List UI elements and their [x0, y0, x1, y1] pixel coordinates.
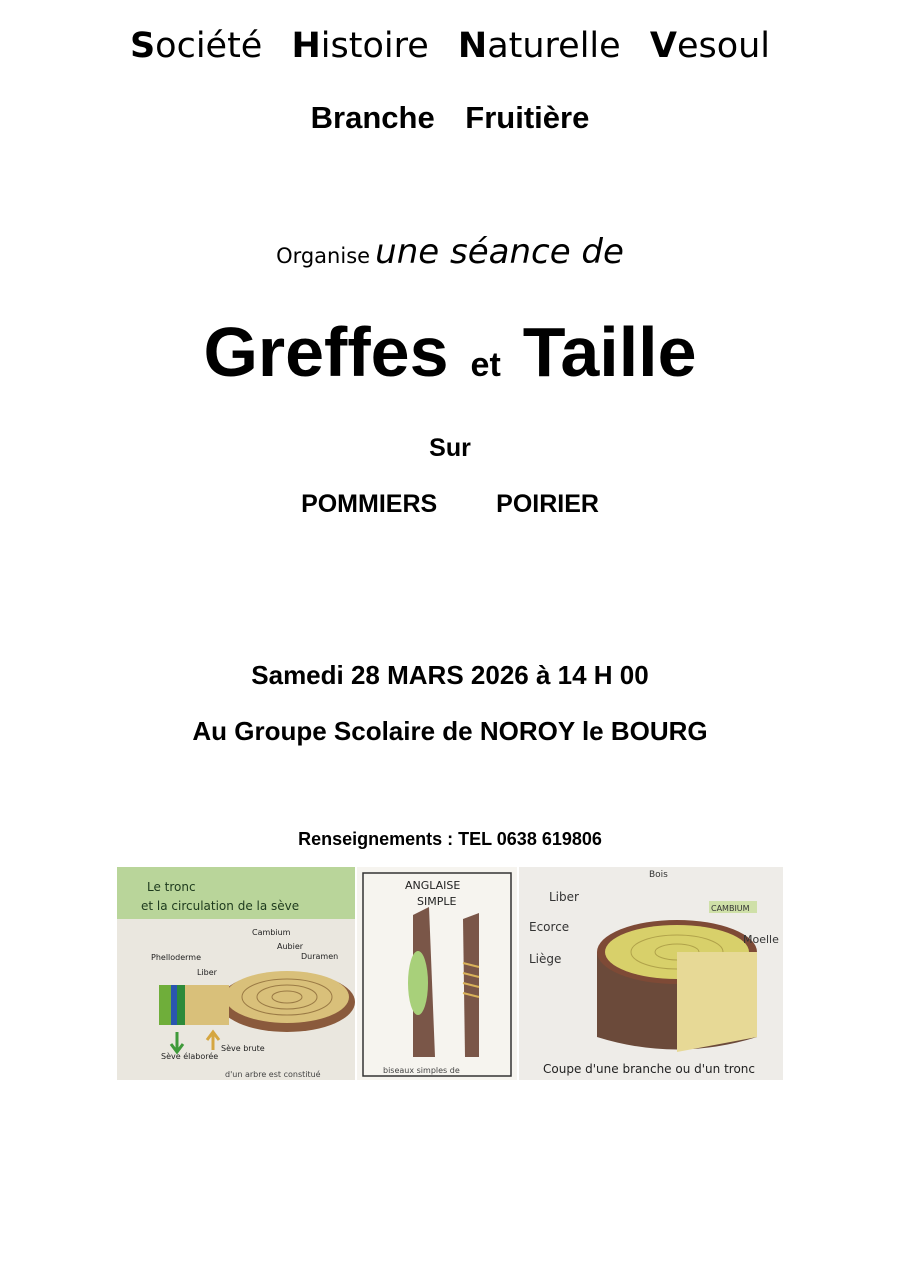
graft-title-2: SIMPLE — [417, 895, 457, 908]
branch-label-3: CAMBIUM — [711, 904, 750, 913]
title-word-2: Taille — [522, 313, 697, 391]
branch-label-1: Bois — [649, 870, 668, 880]
branch-label-4: Ecorce — [529, 920, 570, 934]
graft-caption: biseaux simples de — [383, 1066, 460, 1075]
fruit-2: POIRIER — [496, 490, 599, 518]
fruit-1: POMMIERS — [301, 490, 438, 518]
trunk-diagram-photo — [117, 867, 355, 1080]
branch-caption: Coupe d'une branche ou d'un tronc — [543, 1062, 755, 1076]
branch-section-photo — [519, 867, 783, 1080]
event-location: Au Groupe Scolaire de NOROY le BOURG — [192, 716, 708, 746]
intro-italic: une séance de — [375, 232, 624, 272]
society-word-1: Société — [129, 26, 263, 66]
trunk-label-3: Duramen — [301, 952, 339, 961]
event-title — [0, 312, 900, 392]
society-word-3: Naturelle — [457, 26, 621, 66]
graft-title-1: ANGLAISE — [405, 879, 461, 892]
branch-name: Branche Fruitière — [310, 100, 590, 135]
event-intro — [0, 232, 900, 272]
branch-label-5: Moelle — [743, 933, 779, 946]
intro-small: Organise — [276, 244, 371, 268]
event-on: Sur — [429, 434, 471, 462]
trunk-title-1: Le tronc — [147, 880, 196, 894]
trunk-label-6: Sève élaborée — [161, 1052, 219, 1061]
society-word-2: Histoire — [291, 26, 429, 66]
trunk-title-2: et la circulation de la sève — [141, 899, 300, 913]
contact-info: Renseignements : TEL 0638 619806 — [298, 829, 602, 849]
fruit-list — [0, 490, 900, 519]
trunk-label-2: Aubier — [277, 942, 304, 951]
trunk-label-5: Liber — [197, 968, 217, 977]
photo-strip — [117, 867, 783, 1080]
society-name — [0, 26, 900, 66]
trunk-label-7: Sève brute — [221, 1044, 265, 1053]
trunk-label-4: Phelloderme — [151, 953, 202, 962]
trunk-caption: d'un arbre est constitué — [225, 1070, 321, 1079]
event-date: Samedi 28 MARS 2026 à 14 H 00 — [251, 660, 649, 690]
branch-label-6: Liège — [529, 952, 562, 966]
graft-sketch-photo — [357, 867, 517, 1080]
title-word-1: Greffes — [203, 313, 449, 391]
title-connector: et — [470, 346, 501, 384]
branch-label-2: Liber — [549, 890, 579, 904]
trunk-label-1: Cambium — [252, 928, 291, 937]
society-word-4: Vesoul — [649, 26, 771, 66]
